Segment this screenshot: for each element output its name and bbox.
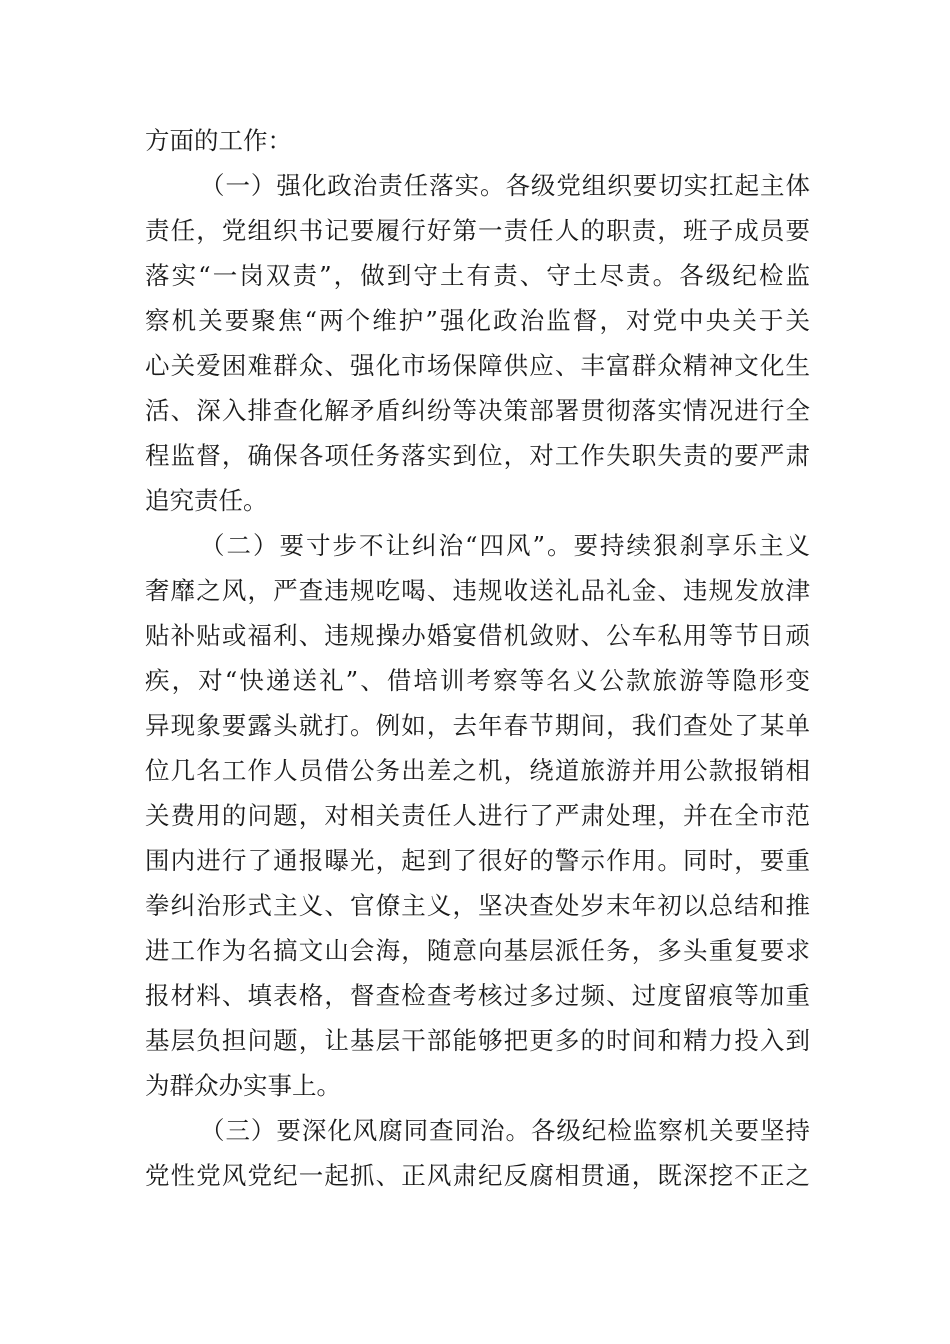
text-line: 贴补贴或福利、违规操办婚宴借机敛财、公车私用等节日顽 bbox=[145, 621, 810, 650]
text-line: 心关爱困难群众、强化市场保障供应、丰富群众精神文化生 bbox=[145, 351, 810, 380]
text-line: 基层负担问题，让基层干部能够把更多的时间和精力投入到 bbox=[145, 1026, 810, 1055]
text-line: 奢靡之风，严查违规吃喝、违规收送礼品礼金、违规发放津 bbox=[145, 576, 810, 605]
text-line: 程监督，确保各项任务落实到位，对工作失职失责的要严肃 bbox=[145, 441, 810, 470]
text-line: 关费用的问题，对相关责任人进行了严肃处理，并在全市范 bbox=[145, 801, 810, 830]
text-line: （二）要寸步不让纠治“四风”。要持续狠刹享乐主义 bbox=[200, 531, 810, 560]
text-line: 疾，对“快递送礼”、借培训考察等名义公款旅游等隐形变 bbox=[145, 666, 810, 695]
text-line: 察机关要聚焦“两个维护”强化政治监督，对党中央关于关 bbox=[145, 306, 810, 335]
text-line: 活、深入排查化解矛盾纠纷等决策部署贯彻落实情况进行全 bbox=[145, 396, 810, 425]
text-line: 落实“一岗双责”，做到守土有责、守土尽责。各级纪检监 bbox=[145, 261, 810, 290]
text-line: 位几名工作人员借公务出差之机，绕道旅游并用公款报销相 bbox=[145, 756, 810, 785]
text-line: 方面的工作： bbox=[145, 126, 292, 155]
text-line: 党性党风党纪一起抓、正风肃纪反腐相贯通，既深挖不正之 bbox=[145, 1161, 810, 1190]
text-line: 追究责任。 bbox=[145, 486, 268, 515]
text-line: （一）强化政治责任落实。各级党组织要切实扛起主体 bbox=[200, 171, 810, 200]
text-line: 进工作为名搞文山会海，随意向基层派任务，多头重复要求 bbox=[145, 936, 810, 965]
text-line: 责任，党组织书记要履行好第一责任人的职责，班子成员要 bbox=[145, 216, 810, 245]
text-line: （三）要深化风腐同查同治。各级纪检监察机关要坚持 bbox=[200, 1116, 810, 1145]
text-line: 围内进行了通报曝光，起到了很好的警示作用。同时，要重 bbox=[145, 846, 810, 875]
text-line: 拳纠治形式主义、官僚主义，坚决查处岁末年初以总结和推 bbox=[145, 891, 810, 920]
text-line: 异现象要露头就打。例如，去年春节期间，我们查处了某单 bbox=[145, 711, 810, 740]
text-line: 报材料、填表格，督查检查考核过多过频、过度留痕等加重 bbox=[145, 981, 810, 1010]
text-line: 为群众办实事上。 bbox=[145, 1071, 341, 1100]
